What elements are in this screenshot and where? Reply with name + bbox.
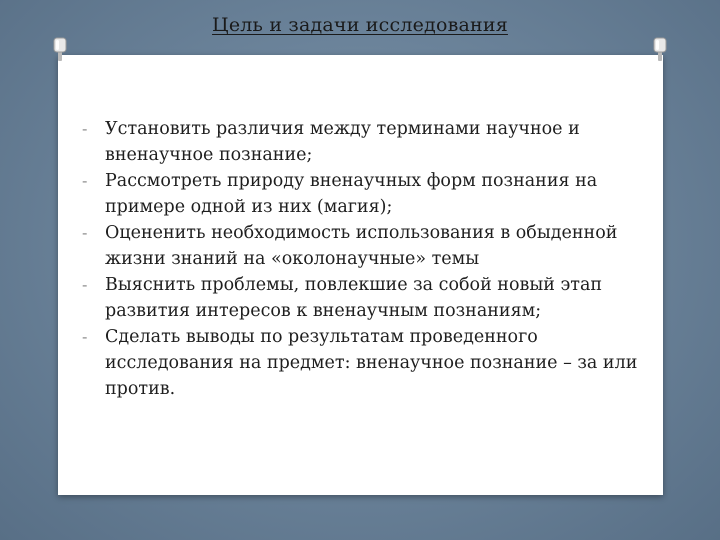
objectives-list: [82, 116, 662, 402]
list-item: [82, 324, 662, 402]
list-item-text: Рассмотреть природу вненаучных форм познания на примере одной из них (магия);: [105, 171, 598, 217]
list-item-text: Сделать выводы по результатам проведенного исследования на предмет: вненаучное познание – за или против.: [105, 327, 638, 399]
list-bullet: -: [82, 223, 88, 242]
list-item-text: Установить различия между терминами научное и вненаучное познание;: [105, 119, 580, 165]
list-bullet: -: [82, 327, 88, 346]
list-item: [82, 168, 662, 220]
list-item-text: Оцененить необходимость использования в обыденной жизни знаний на «околонаучные» темы: [105, 223, 618, 269]
list-bullet: -: [82, 119, 88, 138]
list-item: [82, 272, 662, 324]
list-item: [82, 116, 662, 168]
slide-title: Цель и задачи исследования: [212, 14, 508, 36]
pushpin-icon: [651, 36, 669, 62]
list-item: [82, 220, 662, 272]
list-bullet: -: [82, 275, 88, 294]
list-item-text: Выяснить проблемы, повлекшие за собой новый этап развития интересов к вненаучным познаниям;: [105, 275, 603, 321]
list-bullet: -: [82, 171, 88, 190]
pushpin-icon: [51, 36, 69, 62]
